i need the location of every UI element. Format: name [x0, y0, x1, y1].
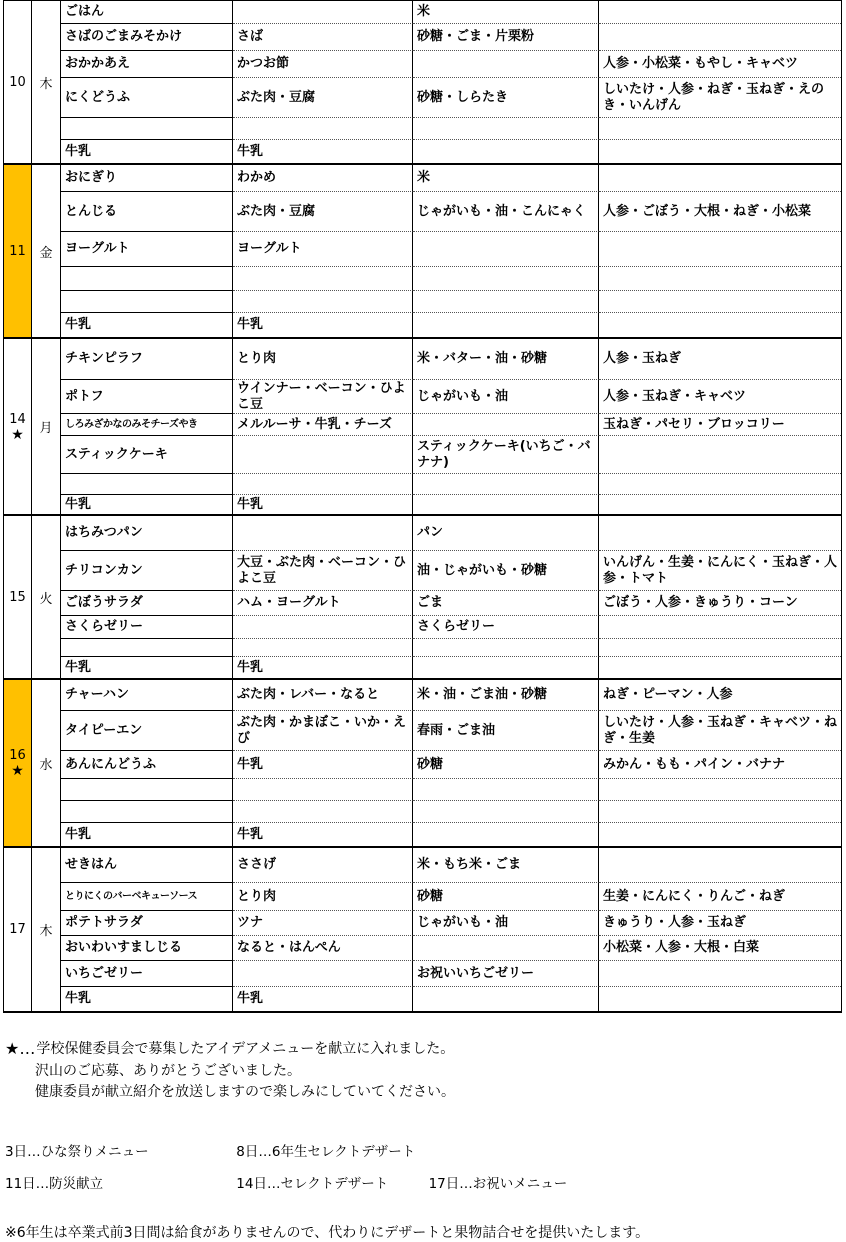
energy-ingredients-cell: 米: [413, 165, 599, 191]
vegetable-ingredients-cell: 人参・玉ねぎ: [603, 351, 682, 367]
menu-row: [61, 778, 841, 800]
vegetable-ingredients-cell: [599, 266, 841, 290]
dish-name-cell: [61, 266, 233, 290]
energy-ingredients-cell: [413, 656, 599, 678]
date-number: 10: [9, 74, 26, 90]
energy-ingredients-cell: じゃがいも・油・こんにゃく: [413, 191, 599, 231]
day-block: [4, 516, 841, 680]
star-icon: ★: [11, 426, 24, 443]
date-cell: [4, 516, 32, 678]
vegetable-ingredients-cell: [599, 615, 841, 638]
menu-row: [61, 960, 841, 986]
weekday-cell: 木: [32, 848, 61, 1011]
dish-name-cell: ごはん: [61, 1, 233, 23]
menu-row: [61, 165, 841, 191]
protein-ingredients-cell: [233, 266, 413, 290]
protein-ingredients-cell: [233, 800, 413, 822]
energy-ingredients-cell: 砂糖・ごま・片栗粉: [413, 23, 599, 50]
date-cell: [4, 848, 32, 1011]
energy-ingredients-cell: 米・油・ごま油・砂糖: [413, 680, 599, 710]
day-rows: [61, 165, 841, 337]
dish-name-cell: [61, 800, 233, 822]
day-note: 11日…防災献立: [5, 1176, 104, 1193]
weekday-cell: 火: [32, 516, 61, 678]
menu-row: [61, 590, 841, 615]
day-note: 17日…お祝いメニュー: [428, 1176, 568, 1193]
dish-name-cell: [61, 778, 233, 800]
protein-ingredients-cell: わかめ: [233, 165, 413, 191]
dish-name-cell: [61, 117, 233, 139]
protein-ingredients-cell: [233, 473, 413, 494]
weekday-cell: 水: [32, 680, 61, 846]
vegetable-ingredients-cell: [599, 435, 841, 473]
date-number: 16: [9, 748, 26, 763]
energy-ingredients-cell: [413, 473, 599, 494]
vegetable-ingredients-cell: ごぼう・人参・きゅうり・コーン: [599, 590, 841, 615]
menu-row: [61, 473, 841, 494]
menu-row: [61, 656, 841, 678]
menu-row: [61, 615, 841, 638]
menu-row: [61, 550, 841, 590]
date-number: 14: [9, 411, 26, 427]
energy-ingredients-cell: パン: [413, 516, 599, 550]
energy-ingredients-cell: ごま: [413, 590, 599, 615]
energy-ingredients-cell: じゃがいも・油: [413, 379, 599, 413]
energy-ingredients-cell: [413, 800, 599, 822]
energy-ingredients-cell: [413, 494, 599, 514]
weekday-cell: 木: [32, 1, 61, 163]
protein-ingredients-cell: ぶた肉・レバー・なると: [233, 680, 413, 710]
star-note: [5, 1039, 846, 1104]
energy-ingredients-cell: 砂糖・しらたき: [413, 77, 599, 117]
dish-name-cell: [61, 638, 233, 656]
energy-ingredients-cell: [413, 413, 599, 435]
menu-row: [61, 266, 841, 290]
energy-ingredients-cell: [413, 986, 599, 1011]
energy-ingredients-cell: [413, 231, 599, 266]
menu-row: [61, 494, 841, 514]
dish-name-cell: ごぼうサラダ: [61, 590, 233, 615]
dish-name-cell: 牛乳: [61, 139, 233, 163]
protein-ingredients-cell: 牛乳: [233, 986, 413, 1011]
dish-name-cell: チリコンカン: [61, 550, 233, 590]
energy-ingredients-cell: 砂糖: [413, 750, 599, 778]
energy-ingredients-cell: 春雨・ごま油: [413, 710, 599, 750]
energy-ingredients-cell: 米・もち米・ごま: [413, 848, 599, 882]
day-block: [4, 165, 841, 339]
menu-row: [61, 710, 841, 750]
protein-ingredients-cell: [233, 435, 413, 473]
vegetable-ingredients-cell: 人参・ごぼう・大根・ねぎ・小松菜: [599, 191, 841, 231]
vegetable-ingredients-cell: [599, 117, 841, 139]
star-note-line: 学校保健委員会で募集したアイデアメニューを献立に入れました。: [36, 1041, 455, 1057]
date-number: 15: [9, 589, 26, 605]
dish-name-cell: あんにんどうふ: [61, 750, 233, 778]
protein-ingredients-cell: [233, 1, 413, 23]
menu-row: [61, 910, 841, 935]
protein-ingredients-cell: ツナ: [233, 910, 413, 935]
protein-ingredients-cell: メルルーサ・牛乳・チーズ: [233, 413, 413, 435]
day-rows: [61, 848, 841, 1011]
vegetable-ingredients-cell: ねぎ・ピーマン・人参: [603, 687, 733, 703]
vegetable-ingredients-cell: 玉ねぎ・パセリ・ブロッコリー: [599, 413, 841, 435]
vegetable-ingredients-cell: [599, 778, 841, 800]
energy-ingredients-cell: スティックケーキ(いちご・バナナ): [413, 435, 599, 473]
protein-ingredients-cell: 牛乳: [233, 656, 413, 678]
day-note: 8日…6年生セレクトデザート: [236, 1144, 416, 1161]
protein-ingredients-cell: 牛乳: [233, 139, 413, 163]
protein-ingredients-cell: ハム・ヨーグルト: [233, 590, 413, 615]
menu-row: [61, 191, 841, 231]
vegetable-ingredients-cell: [599, 473, 841, 494]
weekday-cell: 月: [32, 339, 61, 514]
special-day-notes: [5, 1140, 846, 1192]
vegetable-ingredients-cell: [599, 231, 841, 266]
dish-name-cell: おにぎり: [61, 165, 233, 191]
day-block: [4, 1, 841, 165]
date-number: 11: [9, 243, 26, 259]
protein-ingredients-cell: [233, 290, 413, 312]
protein-ingredients-cell: [233, 516, 413, 550]
dish-name-cell: 牛乳: [61, 986, 233, 1011]
menu-row: [61, 77, 841, 117]
day-rows: [61, 339, 841, 514]
star-note-line: 健康委員が献立紹介を放送しますので楽しみにしていてください。: [35, 1084, 455, 1101]
dish-name-cell: にくどうふ: [61, 77, 233, 117]
vegetable-ingredients-cell: しいたけ・人参・玉ねぎ・キャベツ・ねぎ・生姜: [599, 710, 841, 750]
day-note: 14日…セレクトデザート: [236, 1176, 389, 1193]
menu-row: [61, 800, 841, 822]
protein-ingredients-cell: ぶた肉・豆腐: [233, 77, 413, 117]
protein-ingredients-cell: ウインナー・ベーコン・ひよこ豆: [233, 379, 413, 413]
date-cell: [4, 1, 32, 163]
energy-ingredients-cell: [413, 139, 599, 163]
energy-ingredients-cell: [413, 266, 599, 290]
protein-ingredients-cell: 牛乳: [233, 494, 413, 514]
day-rows: [61, 1, 841, 163]
vegetable-ingredients-cell: [599, 960, 841, 986]
menu-row: [61, 379, 841, 413]
dish-name-cell: 牛乳: [61, 494, 233, 514]
footer-notes: [0, 1039, 846, 1242]
energy-ingredients-cell: [413, 312, 599, 337]
dish-name-cell: タイピーエン: [61, 710, 233, 750]
dish-name-cell: [61, 473, 233, 494]
vegetable-ingredients-cell: [599, 848, 841, 882]
date-cell: [4, 339, 32, 514]
menu-row: [61, 435, 841, 473]
energy-ingredients-cell: じゃがいも・油: [413, 910, 599, 935]
protein-ingredients-cell: [233, 615, 413, 638]
date-cell: [4, 165, 32, 337]
dish-name-cell: いちごゼリー: [61, 960, 233, 986]
dish-name-cell: おかかあえ: [61, 50, 233, 77]
day-block: [4, 848, 841, 1013]
dish-name-cell: さばのごまみそかけ: [61, 23, 233, 50]
vegetable-ingredients-cell: [599, 290, 841, 312]
protein-ingredients-cell: とり肉: [233, 882, 413, 910]
protein-ingredients-cell: 牛乳: [233, 750, 413, 778]
energy-ingredients-cell: [413, 935, 599, 960]
day-note: 3日…ひな祭りメニュー: [5, 1144, 149, 1161]
star-icon: ★…: [5, 1039, 36, 1058]
dish-name-cell: おいわいすましじる: [61, 935, 233, 960]
vegetable-ingredients-cell: 人参・玉ねぎ・キャベツ: [599, 379, 841, 413]
dish-name-cell: はちみつパン: [61, 516, 233, 550]
dish-name-cell: ポテトサラダ: [61, 910, 233, 935]
energy-ingredients-cell: [413, 778, 599, 800]
menu-row: [61, 750, 841, 778]
menu-row: [61, 516, 841, 550]
vegetable-ingredients-cell: [599, 656, 841, 678]
energy-ingredients-cell: [413, 822, 599, 846]
lunch-menu-table: [3, 0, 842, 1013]
protein-ingredients-cell: [233, 778, 413, 800]
menu-row: [61, 50, 841, 77]
day-block: [4, 680, 841, 848]
menu-row: [61, 23, 841, 50]
protein-ingredients-cell: 牛乳: [233, 312, 413, 337]
dish-name-cell: [61, 290, 233, 312]
energy-ingredients-cell: 砂糖: [413, 882, 599, 910]
dish-name-cell: チキンピラフ: [61, 339, 233, 379]
vegetable-ingredients-cell: しいたけ・人参・ねぎ・玉ねぎ・えのき・いんげん: [599, 77, 841, 117]
protein-ingredients-cell: [233, 960, 413, 986]
day-rows: [61, 680, 841, 846]
menu-row: [61, 822, 841, 846]
vegetable-ingredients-cell: [599, 638, 841, 656]
energy-ingredients-cell: [413, 50, 599, 77]
protein-ingredients-cell: さば: [233, 23, 413, 50]
vegetable-ingredients-cell: [599, 494, 841, 514]
dish-name-cell: 牛乳: [61, 822, 233, 846]
protein-ingredients-cell: とり肉: [233, 339, 413, 379]
protein-ingredients-cell: なると・はんぺん: [233, 935, 413, 960]
vegetable-ingredients-cell: [599, 1, 841, 23]
vegetable-ingredients-cell: いんげん・生姜・にんにく・玉ねぎ・人参・トマト: [599, 550, 841, 590]
vegetable-ingredients-cell: きゅうり・人参・玉ねぎ: [599, 910, 841, 935]
weekday-cell: 金: [32, 165, 61, 337]
menu-row: [61, 638, 841, 656]
protein-ingredients-cell: [233, 117, 413, 139]
vegetable-ingredients-cell: [599, 800, 841, 822]
vegetable-ingredients-cell: 生姜・にんにく・りんご・ねぎ: [599, 882, 841, 910]
menu-row: [61, 986, 841, 1011]
menu-row: [61, 312, 841, 337]
menu-row: [61, 935, 841, 960]
protein-ingredients-cell: ささげ: [233, 848, 413, 882]
vegetable-ingredients-cell: みかん・もも・パイン・バナナ: [599, 750, 841, 778]
vegetable-ingredients-cell: [599, 822, 841, 846]
menu-row: [61, 848, 841, 882]
dish-name-cell: さくらゼリー: [61, 615, 233, 638]
day-block: [4, 339, 841, 516]
dish-name-cell: スティックケーキ: [61, 435, 233, 473]
date-number: 17: [9, 922, 26, 937]
day-rows: [61, 516, 841, 678]
vegetable-ingredients-cell: [599, 23, 841, 50]
menu-row: [61, 117, 841, 139]
energy-ingredients-cell: 油・じゃがいも・砂糖: [413, 550, 599, 590]
menu-row: [61, 413, 841, 435]
menu-row: [61, 882, 841, 910]
vegetable-ingredients-cell: [599, 986, 841, 1011]
energy-ingredients-cell: [413, 117, 599, 139]
protein-ingredients-cell: [233, 638, 413, 656]
menu-row: [61, 1, 841, 23]
energy-ingredients-cell: お祝いいちごゼリー: [413, 960, 599, 986]
energy-ingredients-cell: 米: [413, 1, 599, 23]
menu-row: [61, 339, 841, 379]
protein-ingredients-cell: ぶた肉・かまぼこ・いか・えび: [233, 710, 413, 750]
protein-ingredients-cell: ぶた肉・豆腐: [233, 191, 413, 231]
vegetable-ingredients-cell: [599, 516, 841, 550]
energy-ingredients-cell: さくらゼリー: [413, 615, 599, 638]
dish-name-cell: とんじる: [61, 191, 233, 231]
protein-ingredients-cell: ヨーグルト: [233, 231, 413, 266]
protein-ingredients-cell: かつお節: [233, 50, 413, 77]
vegetable-ingredients-cell: [599, 312, 841, 337]
vegetable-ingredients-cell: [599, 139, 841, 163]
protein-ingredients-cell: 大豆・ぶた肉・ベーコン・ひよこ豆: [233, 550, 413, 590]
vegetable-ingredients-cell: 小松菜・人参・大根・白菜: [599, 935, 841, 960]
star-icon: ★: [11, 763, 24, 779]
energy-ingredients-cell: [413, 638, 599, 656]
dish-name-cell: しろみざかなのみそチーズやき: [61, 413, 233, 435]
graduation-note: ※6年生は卒業式前3日間は給食がありませんので、代わりにデザートと果物詰合せを提供いたします。: [5, 1225, 650, 1242]
star-note-line: 沢山のご応募、ありがとうございました。: [35, 1062, 301, 1079]
dish-name-cell: 牛乳: [61, 312, 233, 337]
menu-row: [61, 680, 841, 710]
vegetable-ingredients-cell: [599, 165, 841, 191]
menu-row: [61, 139, 841, 163]
day-note-row: [5, 1140, 846, 1160]
dish-name-cell: せきはん: [61, 848, 233, 882]
menu-row: [61, 290, 841, 312]
dish-name-cell: チャーハン: [61, 680, 233, 710]
date-cell: [4, 680, 32, 846]
menu-row: [61, 231, 841, 266]
dish-name-cell: 牛乳: [61, 656, 233, 678]
dish-name-cell: とりにくのバーベキューソース: [61, 882, 233, 910]
energy-ingredients-cell: 米・バター・油・砂糖: [413, 339, 599, 379]
dish-name-cell: ポトフ: [61, 379, 233, 413]
day-note-row: [5, 1172, 846, 1192]
energy-ingredients-cell: [413, 290, 599, 312]
dish-name-cell: ヨーグルト: [61, 231, 233, 266]
vegetable-ingredients-cell: 人参・小松菜・もやし・キャベツ: [599, 50, 841, 77]
protein-ingredients-cell: 牛乳: [233, 822, 413, 846]
